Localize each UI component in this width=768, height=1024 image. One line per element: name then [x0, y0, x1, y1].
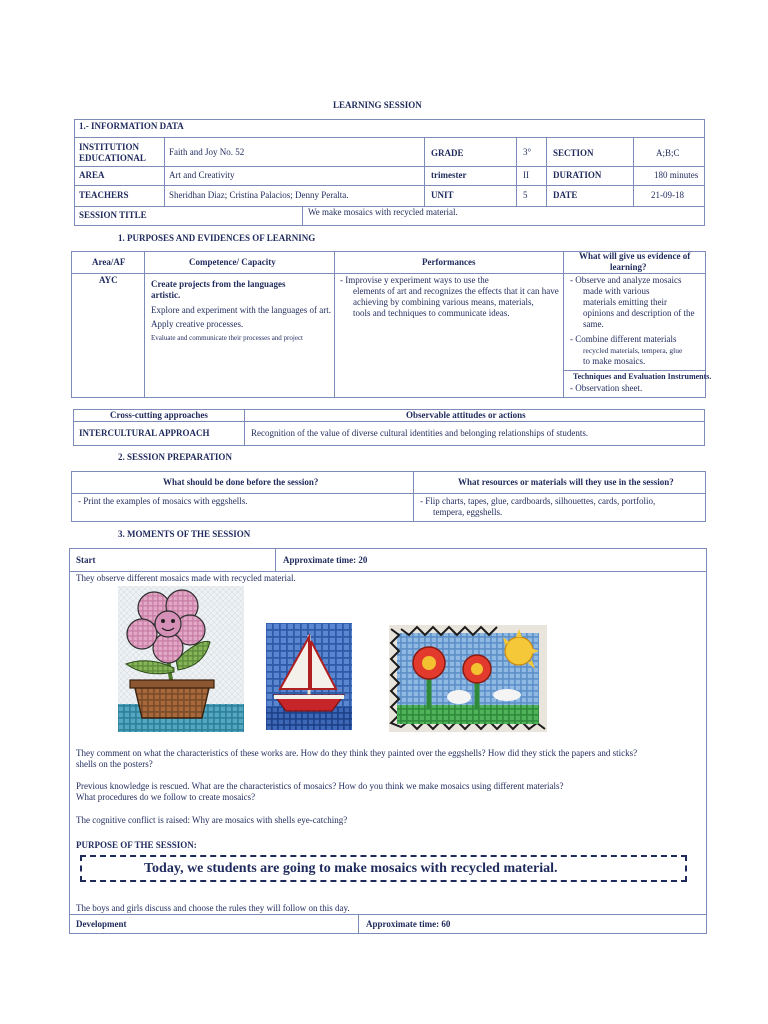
session-title-label: SESSION TITLE [79, 210, 147, 220]
paragraph-3: The cognitive conflict is raised: Why are mosaics with shells eye-catching? [76, 815, 348, 825]
competence-line: Explore and experiment with the languages of art. [151, 305, 331, 315]
competence-line: Apply creative processes. [151, 319, 244, 329]
techniques-label: Techniques and Evaluation Instruments. [573, 372, 712, 381]
sailboat-mosaic-image [266, 623, 352, 730]
evidence-line: materials emitting their [583, 297, 667, 307]
evidence-line: - Observe and analyze mosaics [570, 275, 682, 285]
flowers-mosaic-image [389, 625, 547, 732]
date-label: DATE [553, 190, 578, 200]
trimester-value: II [523, 170, 529, 180]
start-time: Approximate time: 20 [283, 555, 368, 565]
col-resources: What resources or materials will they use in the session? [458, 477, 674, 487]
col-area: Area/AF [92, 257, 126, 267]
evidence-line: to make mosaics. [583, 356, 646, 366]
col-evidence-2: learning? [610, 262, 647, 272]
purpose-label: PURPOSE OF THE SESSION: [76, 840, 197, 850]
col-performances: Performances [422, 257, 476, 267]
section-label: SECTION [553, 148, 594, 158]
grade-label: GRADE [431, 148, 464, 158]
evidence-line: made with various [583, 286, 650, 296]
col-evidence: What will give us evidence of [579, 251, 691, 261]
techniques-value: - Observation sheet. [570, 383, 643, 393]
resources-item-2: tempera, eggshells. [433, 507, 503, 517]
evidence-line: - Combine different materials [570, 334, 677, 344]
area-value: Art and Creativity [169, 170, 235, 180]
approach-value: INTERCULTURAL APPROACH [79, 428, 210, 438]
performance-line: tools and techniques to communicate ideas. [353, 308, 510, 318]
development-label: Development [76, 919, 127, 929]
col-crosscutting: Cross-cutting approaches [110, 410, 208, 420]
teachers-label: TEACHERS [79, 190, 129, 200]
evidence-line: recycled materials, tempera, glue [583, 346, 683, 355]
institution-label: INSTITUTION [79, 142, 140, 152]
date-value: 21-09-18 [651, 190, 684, 200]
start-label: Start [76, 555, 96, 565]
area-value-ayc: AYC [99, 275, 118, 285]
institution-label-2: EDUCATIONAL [79, 153, 146, 163]
duration-value: 180 minutes [654, 170, 699, 180]
purposes-heading: 1. PURPOSES AND EVIDENCES OF LEARNING [118, 233, 316, 243]
evidence-line: opinions and description of the [583, 308, 695, 318]
performance-line: - Improvise y experiment ways to use the [340, 275, 489, 285]
grade-value: 3° [523, 147, 532, 157]
performance-line: achieving by combining various means, materials, [353, 297, 534, 307]
area-label: AREA [79, 170, 105, 180]
col-before: What should be done before the session? [163, 477, 319, 487]
trimester-label: trimester [431, 170, 467, 180]
institution-value: Faith and Joy No. 52 [169, 147, 245, 157]
resources-item: - Flip charts, tapes, glue, cardboards, silhouettes, cards, portfolio, [420, 496, 656, 506]
preparation-item: - Print the examples of mosaics with eggshells. [78, 496, 248, 506]
unit-label: UNIT [431, 190, 454, 200]
doc-title: LEARNING SESSION [333, 100, 422, 110]
moments-heading: 3. MOMENTS OF THE SESSION [118, 529, 251, 539]
development-time: Approximate time: 60 [366, 919, 451, 929]
purpose-text: Today, we students are going to make mosaics with recycled material. [144, 861, 558, 876]
rules-text: The boys and girls discuss and choose the rules they will follow on this day. [76, 903, 350, 913]
attitude-value: Recognition of the value of diverse cultural identities and belonging relationships of students. [251, 428, 589, 438]
preparation-heading: 2. SESSION PREPARATION [118, 452, 232, 462]
col-competence: Competence/ Capacity [189, 257, 276, 267]
competence-title-2: artistic. [151, 290, 181, 300]
section-value: A;B;C [656, 148, 680, 158]
competence-line: Evaluate and communicate their processes and project [151, 334, 303, 342]
teachers-value: Sheridhan Diaz; Cristina Palacios; Denny Peralta. [169, 190, 349, 200]
unit-value: 5 [523, 190, 528, 200]
paragraph-2-cont: What procedures do we follow to create mosaics? [76, 792, 256, 802]
flower-mosaic-image [118, 586, 244, 732]
paragraph-2: Previous knowledge is rescued. What are the characteristics of mosaics? How do you think we make mosaics using different materials? [76, 781, 564, 791]
competence-title: Create projects from the languages [151, 279, 286, 289]
session-title-value: We make mosaics with recycled material. [308, 207, 458, 217]
paragraph-1-cont: shells on the posters? [76, 759, 153, 769]
observe-text: They observe different mosaics made with recycled material. [76, 573, 296, 583]
performance-line: elements of art and recognizes the effects that it can have [353, 286, 559, 296]
paragraph-1: They comment on what the characteristics of these works are. How do they think they painted over the eggshells? How did they stick the papers and sticks? [76, 748, 638, 758]
evidence-line: same. [583, 319, 604, 329]
col-attitudes: Observable attitudes or actions [406, 410, 526, 420]
info-heading: 1.- INFORMATION DATA [79, 121, 184, 131]
duration-label: DURATION [553, 170, 602, 180]
